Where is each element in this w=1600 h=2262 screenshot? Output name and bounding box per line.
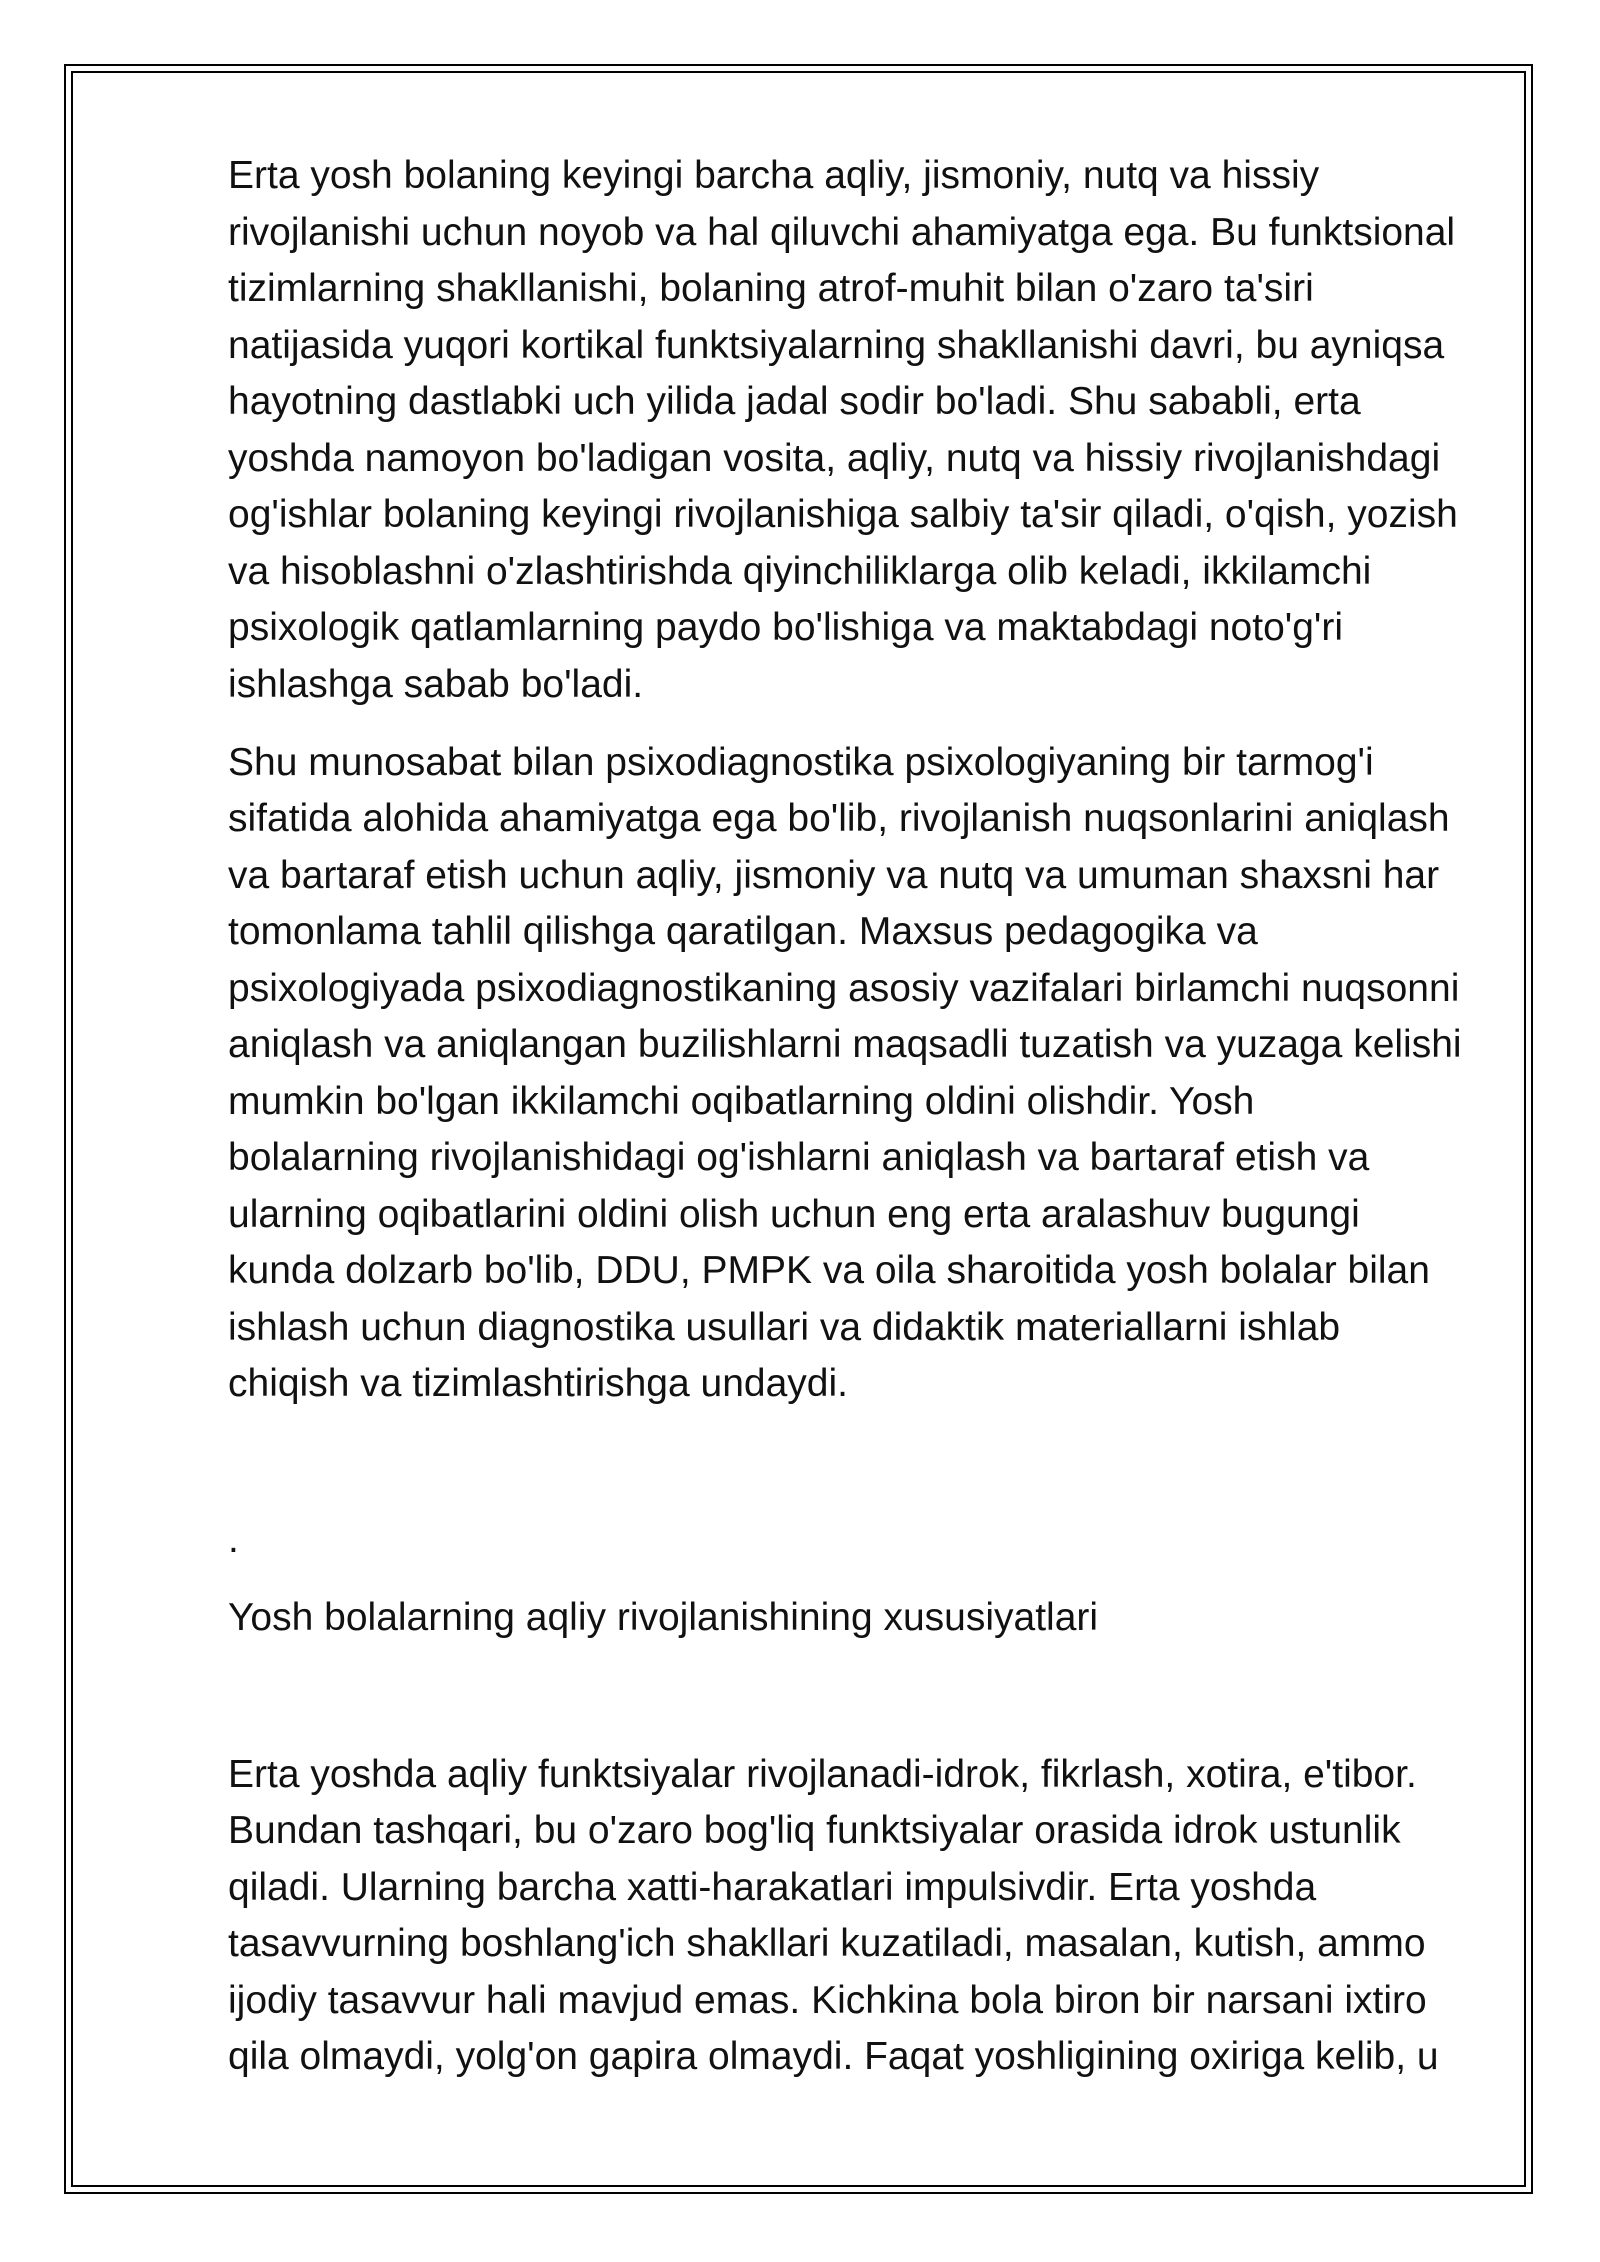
section-heading-paragraph <box>228 1590 1498 1647</box>
text-line: va hisoblashni o'zlashtirishda qiyinchiliklarga olib keladi, ikkilamchi <box>228 549 1372 593</box>
text-line: psixologik qatlamlarning paydo bo'lishiga va maktabdagi noto'g'ri <box>228 606 1344 649</box>
text-line: tasavvurning boshlang'ich shakllari kuzatiladi, masalan, kutish, ammo <box>228 1922 1426 1966</box>
empty-paragraph <box>228 1434 1498 1491</box>
text-line: ijodiy tasavvur hali mavjud emas. Kichkina bola biron bir narsani ixtiro <box>228 1978 1427 2022</box>
text-line: mumkin bo'lgan ikkilamchi oqibatlarning oldini olishdir. Yosh <box>228 1079 1255 1123</box>
separator-dot: . <box>228 1518 239 1562</box>
paragraph-section-body <box>228 1747 1498 2086</box>
text-line: rivojlanishi uchun noyob va hal qiluvchi ahamiyatga ega. Bu funktsional <box>228 210 1456 254</box>
text-line: Shu munosabat bilan psixodiagnostika psixologiyaning bir tarmog'i <box>228 740 1374 784</box>
text-line: aniqlash va aniqlangan buzilishlarni maqsadli tuzatish va yuzaga kelishi <box>228 1023 1462 1067</box>
text-line: hayotning dastlabki uch yilida jadal sodir bo'ladi. Shu sababli, erta <box>228 380 1361 423</box>
paragraph-intro <box>228 148 1498 713</box>
text-line: og'ishlar bolaning keyingi rivojlanishiga salbiy ta'sir qiladi, o'qish, yozish <box>228 493 1458 536</box>
text-line: qila olmaydi, yolg'on gapira olmaydi. Faqat yoshligining oxiriga kelib, u <box>228 2035 1439 2079</box>
text-line: yoshda namoyon bo'ladigan vosita, aqliy, nutq va hissiy rivojlanishdagi <box>228 436 1441 480</box>
text-line: natijasida yuqori kortikal funktsiyalarning shakllanishi davri, bu ayniqsa <box>228 323 1445 367</box>
text-line: tomonlama tahlil qilishga qaratilgan. Maxsus pedagogika va <box>228 910 1258 954</box>
text-line: bolalarning rivojlanishidagi og'ishlarni aniqlash va bartaraf etish va <box>228 1136 1370 1180</box>
text-line: sifatida alohida ahamiyatga ega bo'lib, rivojlanish nuqsonlarini aniqlash <box>228 797 1450 841</box>
section-heading: Yosh bolalarning aqliy rivojlanishining xususiyatlari <box>228 1596 1099 1640</box>
text-line: psixologiyada psixodiagnostikaning asosiy vazifalari birlamchi nuqsonni <box>228 966 1460 1010</box>
paragraph-psychodiagnostics <box>228 735 1498 1413</box>
text-line: ularning oqibatlarini oldini olish uchun eng erta aralashuv bugungi <box>228 1192 1360 1236</box>
empty-paragraph <box>228 1668 1498 1725</box>
text-line: kunda dolzarb bo'lib, DDU, PMPK va oila sharoitida yosh bolalar bilan <box>228 1249 1430 1293</box>
text-line: va bartaraf etish uchun aqliy, jismoniy va nutq va umuman shaxsni har <box>228 853 1440 897</box>
text-line: Erta yosh bolaning keyingi barcha aqliy, jismoniy, nutq va hissiy <box>228 154 1320 197</box>
text-line: ishlash uchun diagnostika usullari va didaktik materiallarni ishlab <box>228 1305 1341 1349</box>
text-line: chiqish va tizimlashtirishga undaydi. <box>228 1362 848 1406</box>
text-line: Erta yoshda aqliy funktsiyalar rivojlanadi-idrok, fikrlash, xotira, e'tibor. <box>228 1752 1417 1796</box>
text-line: qiladi. Ularning barcha xatti-harakatlari impulsivdir. Erta yoshda <box>228 1865 1317 1909</box>
document-body <box>228 148 1498 2107</box>
text-line: ishlashga sabab bo'ladi. <box>228 662 644 706</box>
text-line: Bundan tashqari, bu o'zaro bog'liq funktsiyalar orasida idrok ustunlik <box>228 1809 1401 1853</box>
text-line: tizimlarning shakllanishi, bolaning atrof-muhit bilan o'zaro ta'siri <box>228 267 1314 310</box>
separator-paragraph <box>228 1512 1498 1569</box>
